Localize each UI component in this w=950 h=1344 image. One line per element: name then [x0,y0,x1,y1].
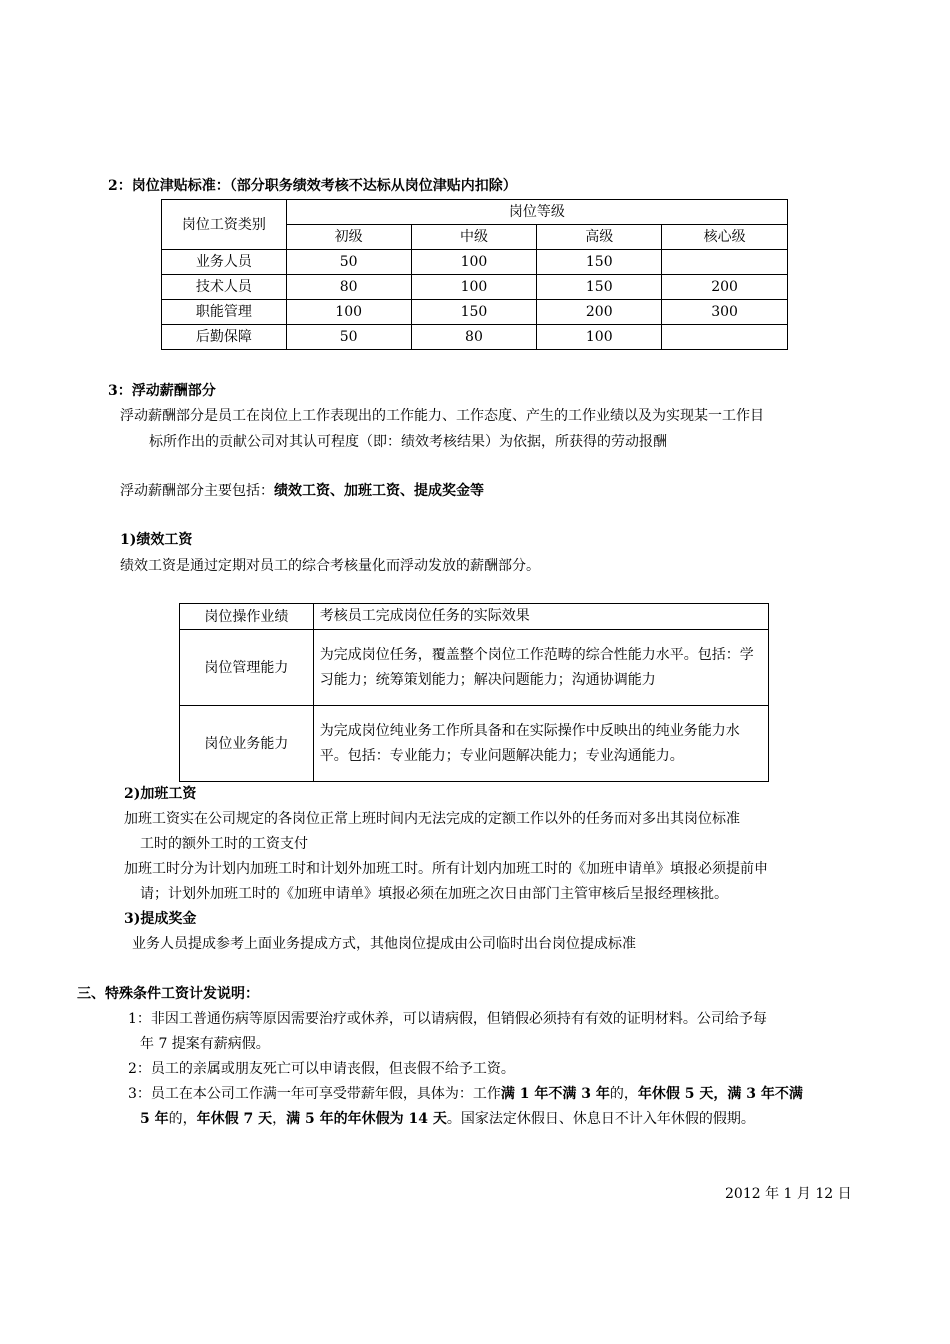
annual-leave-text: 的， [168,1111,197,1127]
table-row [180,604,769,630]
level-header: 初级 [286,225,411,250]
overtime-rule-line1: 加班工时分为计划内加班工时和计划外加班工时。所有计划内加班工时的《加班申请单》填报必须提前申 [124,861,768,877]
section-number: 2： [108,178,132,194]
section-title: 岗位津贴标准：（部分职务绩效考核不达标从岗位津贴内扣除） [131,178,517,194]
table-cell: 100 [537,325,662,350]
row-label: 后勤保障 [162,325,287,350]
table-row [162,275,788,300]
annual-leave-text: 的， [609,1086,638,1102]
overtime-pay-desc-line1: 加班工资实在公司规定的各岗位正常上班时间内无法完成的定额工作以外的任务而对多出其岗位标准 [124,811,740,827]
table-row [162,325,788,350]
table-cell: 80 [286,275,411,300]
table-cell: 300 [662,300,788,325]
allowance-table [161,199,788,350]
section-2-heading [108,176,517,196]
row-label: 岗位管理能力 [180,630,314,706]
special-conditions-heading: 三、特殊条件工资计发说明： [77,986,259,1002]
performance-pay-desc: 绩效工资是通过定期对员工的综合考核量化而浮动发放的薪酬部分。 [120,558,540,574]
overtime-rule-line2: 请；计划外加班工时的《加班申请单》填报必须在加班之次日由部门主管审核后呈报经理核批。 [140,886,728,902]
annual-leave-emphasis: 年休假 7 天 [196,1111,273,1127]
table-cell: 100 [286,300,411,325]
floating-pay-components [120,481,484,501]
level-group-header: 岗位等级 [286,200,787,225]
annual-leave-emphasis: 5 年 [140,1111,169,1127]
performance-table [179,603,769,782]
floating-pay-desc-line1: 浮动薪酬部分是员工在岗位上工作表现出的工作能力、工作态度、产生的工作业绩以及为实现某一工作目 [120,408,764,424]
sick-leave-line2: 年 7 提案有薪病假。 [140,1036,270,1052]
row-label: 职能管理 [162,300,287,325]
level-header: 高级 [537,225,662,250]
category-header: 岗位工资类别 [162,200,287,250]
level-header: 中级 [411,225,537,250]
table-cell: 200 [662,275,788,300]
table-header-row [162,200,788,225]
commission-desc: 业务人员提成参考上面业务提成方式，其他岗位提成由公司临时出台岗位提成标准 [132,936,636,952]
table-cell: 50 [286,250,411,275]
annual-leave-emphasis: 满 1 年不满 3 年 [500,1086,610,1102]
table-row [180,706,769,782]
table-row [162,250,788,275]
annual-leave-text: 。国家法定休假日、休息日不计入年休假的假期。 [446,1111,755,1127]
table-cell: 考核员工完成岗位任务的实际效果 [313,604,768,630]
floating-pay-desc-line2: 标所作出的贡献公司对其认可程度（即：绩效考核结果）为依据，所获得的劳动报酬 [149,434,667,450]
funeral-leave: 2：员工的亲属或朋友死亡可以申请丧假，但丧假不给予工资。 [128,1061,515,1077]
table-cell: 100 [411,250,537,275]
annual-leave-text: 3：员工在本公司工作满一年可享受带薪年假，具体为：工作 [128,1086,501,1102]
table-cell: 50 [286,325,411,350]
table-cell [662,250,788,275]
row-label: 岗位操作业绩 [180,604,314,630]
row-label: 岗位业务能力 [180,706,314,782]
table-cell: 80 [411,325,537,350]
table-row [162,300,788,325]
document-date: 2012 年 1 月 12 日 [725,1186,852,1202]
table-cell: 100 [411,275,537,300]
annual-leave-emphasis: 年休假 5 天，满 3 年不满 [637,1086,803,1102]
table-cell: 150 [537,275,662,300]
level-header: 核心级 [662,225,788,250]
performance-pay-heading: 1)绩效工资 [120,532,193,548]
components-list: 绩效工资、加班工资、提成奖金等 [274,483,484,499]
overtime-pay-heading: 2)加班工资 [124,786,197,802]
section-3-heading: 3：浮动薪酬部分 [108,383,216,399]
table-cell: 为完成岗位纯业务工作所具备和在实际操作中反映出的纯业务能力水平。包括：专业能力；专业问题解决能力；专业沟通能力。 [313,706,768,782]
table-cell: 200 [537,300,662,325]
row-label: 业务人员 [162,250,287,275]
table-cell: 150 [411,300,537,325]
annual-leave-emphasis: 满 5 年的年休假为 14 天 [286,1111,447,1127]
table-cell: 150 [537,250,662,275]
commission-heading: 3)提成奖金 [124,911,197,927]
table-cell: 为完成岗位任务，覆盖整个岗位工作范畴的综合性能力水平。包括：学习能力；统筹策划能力；解决问题能力；沟通协调能力 [313,630,768,706]
annual-leave-line2 [140,1109,755,1129]
table-cell [662,325,788,350]
sick-leave-line1: 1：非因工普通伤病等原因需要治疗或休养，可以请病假，但销假必须持有有效的证明材料。公司给予每 [128,1011,767,1027]
overtime-pay-desc-line2: 工时的额外工时的工资支付 [140,836,308,852]
components-prefix: 浮动薪酬部分主要包括： [120,483,274,499]
row-label: 技术人员 [162,275,287,300]
table-row [180,630,769,706]
annual-leave-text: ， [272,1111,287,1127]
annual-leave-line1 [128,1084,803,1104]
